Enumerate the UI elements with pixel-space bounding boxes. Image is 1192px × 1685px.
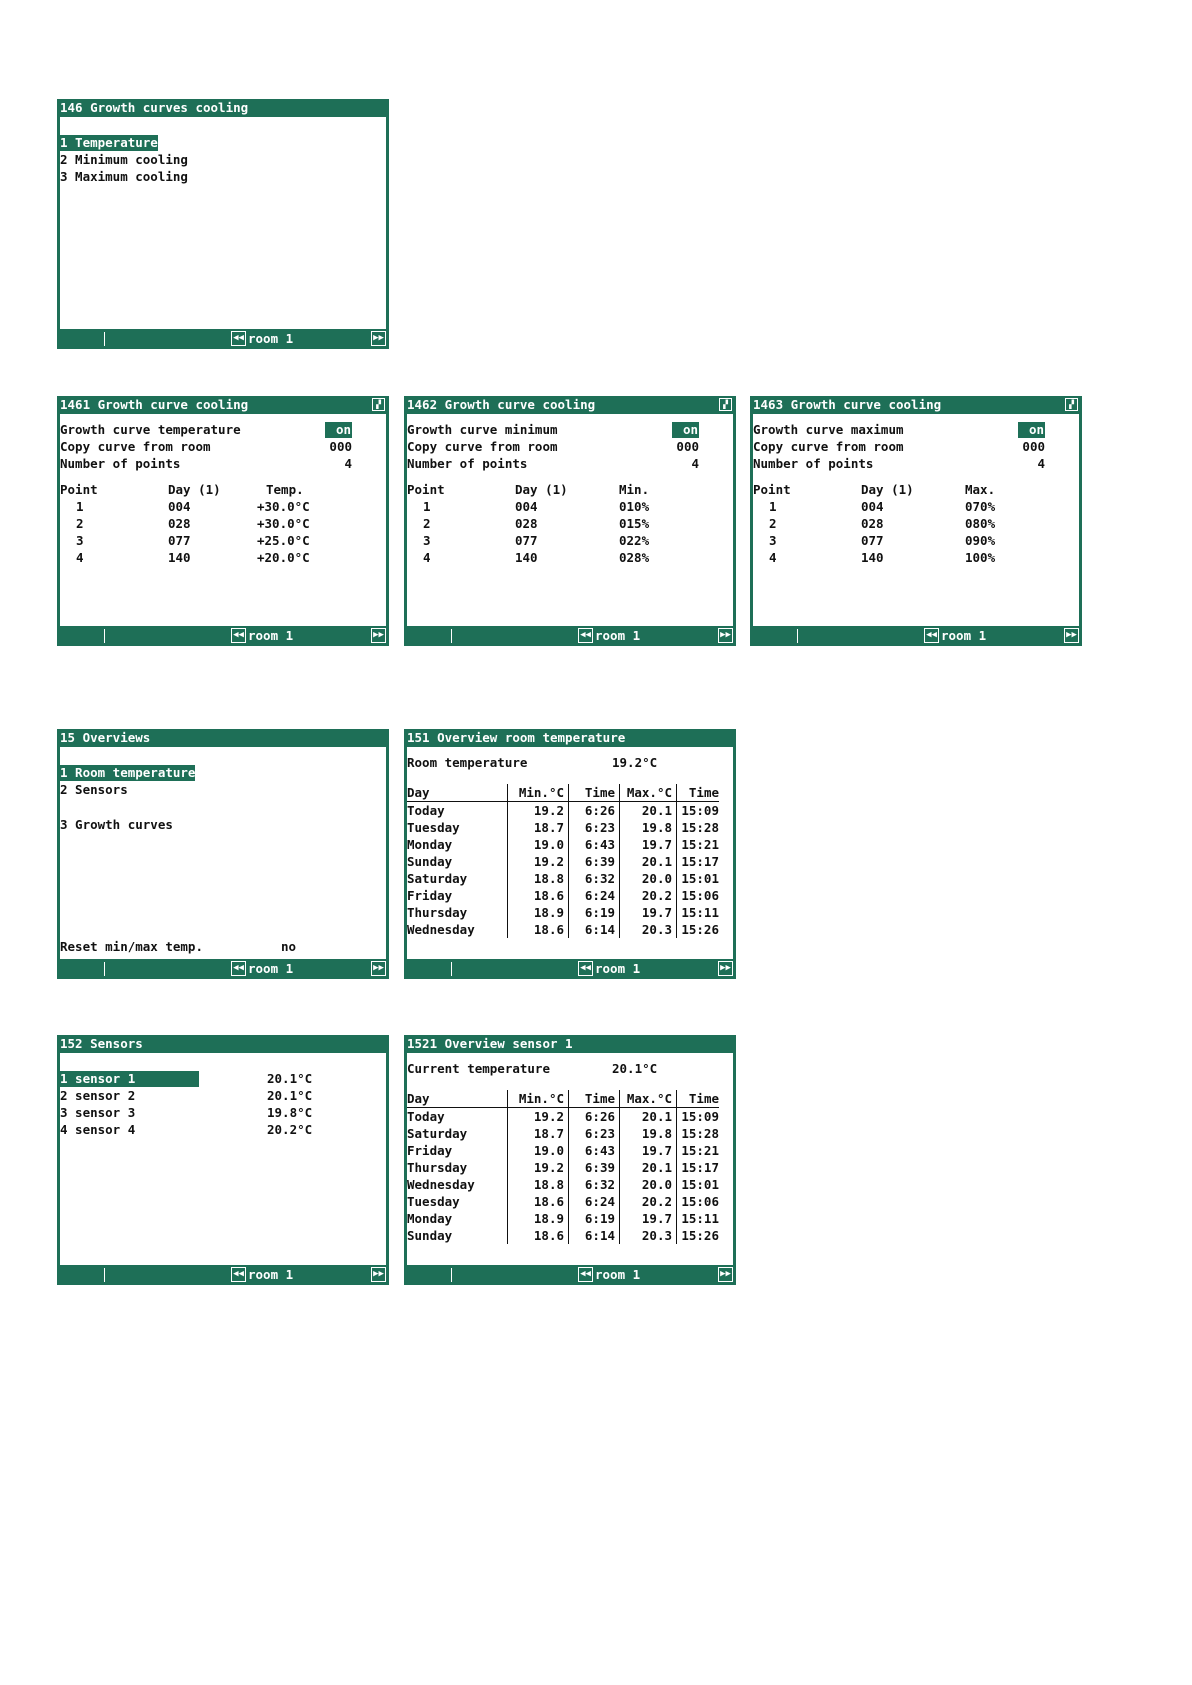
- point-day[interactable]: 140: [515, 550, 538, 565]
- panel-title: 1463 Growth curve cooling: [753, 397, 942, 412]
- room-label: room 1: [248, 628, 294, 643]
- cell-min: 19.2: [508, 853, 569, 870]
- footer-divider: [451, 962, 452, 976]
- panel-1463: [750, 396, 1082, 646]
- panel-footer: [404, 626, 736, 646]
- col-max-time: Time: [677, 1090, 720, 1108]
- point-value[interactable]: 010%: [619, 499, 650, 514]
- cell-max: 20.2: [620, 1193, 677, 1210]
- col-max: Max.°C: [620, 784, 677, 802]
- col-min-time: Time: [569, 1090, 620, 1108]
- copy-curve-value[interactable]: 000: [329, 439, 352, 454]
- point-value[interactable]: +25.0°C: [257, 533, 310, 548]
- footer-divider: [104, 962, 105, 976]
- fast-forward-icon[interactable]: ▶▶: [718, 628, 733, 643]
- room-label: room 1: [941, 628, 987, 643]
- cell-day: Tuesday: [407, 1194, 460, 1209]
- table-row: [407, 836, 719, 853]
- cell-min: 19.2: [508, 802, 569, 820]
- point-day[interactable]: 077: [861, 533, 884, 548]
- cell-max: 20.0: [620, 1176, 677, 1193]
- cell-day: Sunday: [407, 1228, 453, 1243]
- header-temp: Temp.: [266, 482, 304, 497]
- header-point: Point: [753, 482, 791, 497]
- cell-min: 18.9: [508, 904, 569, 921]
- table-row: [407, 1193, 719, 1210]
- menu-item-minimum-cooling[interactable]: 2 Minimum cooling: [60, 152, 188, 167]
- cell-min: 18.6: [508, 1193, 569, 1210]
- copy-curve-value[interactable]: 000: [676, 439, 699, 454]
- cell-max-time: 15:17: [677, 1159, 720, 1176]
- graph-icon[interactable]: ▞: [1065, 398, 1078, 411]
- cell-max-time: 15:21: [677, 836, 720, 853]
- cell-min-time: 6:26: [569, 802, 620, 820]
- fast-forward-icon[interactable]: ▶▶: [371, 628, 386, 643]
- footer-divider: [104, 629, 105, 643]
- table-row: [407, 1108, 719, 1126]
- cell-day: Tuesday: [407, 820, 460, 835]
- cell-max: 20.1: [620, 1108, 677, 1126]
- cell-min: 18.7: [508, 1125, 569, 1142]
- growth-curve-toggle[interactable]: on: [672, 422, 699, 438]
- number-of-points-value[interactable]: 4: [1037, 456, 1045, 471]
- cell-min-time: 6:32: [569, 1176, 620, 1193]
- cell-min: 18.6: [508, 1227, 569, 1244]
- cell-max: 20.2: [620, 887, 677, 904]
- sensor-value-4: 20.2°C: [267, 1122, 313, 1137]
- header-max: Max.: [965, 482, 996, 497]
- menu-item-room-temperature[interactable]: 1 Room temperature: [60, 765, 196, 780]
- rewind-icon[interactable]: ◀◀: [924, 628, 939, 643]
- growth-curve-label: Growth curve minimum: [407, 422, 558, 437]
- room-label: room 1: [595, 1267, 641, 1282]
- reset-minmax-label: Reset min/max temp.: [60, 939, 203, 954]
- cell-day: Friday: [407, 888, 453, 903]
- menu-item-growth-curves[interactable]: 3 Growth curves: [60, 817, 173, 832]
- col-day: Day: [407, 1090, 508, 1108]
- menu-item-temperature[interactable]: 1 Temperature: [60, 135, 158, 150]
- point-day[interactable]: 028: [861, 516, 884, 531]
- growth-curve-toggle[interactable]: on: [325, 422, 352, 438]
- cell-max-time: 15:21: [677, 1142, 720, 1159]
- number-of-points-label: Number of points: [753, 456, 874, 471]
- fast-forward-icon[interactable]: ▶▶: [718, 1267, 733, 1282]
- growth-curve-label: Growth curve maximum: [753, 422, 904, 437]
- cell-min-time: 6:32: [569, 870, 620, 887]
- cell-min-time: 6:19: [569, 1210, 620, 1227]
- panel-footer: [404, 959, 736, 979]
- sensor-value-1: 20.1°C: [267, 1071, 313, 1086]
- rewind-icon[interactable]: ◀◀: [231, 1267, 246, 1282]
- current-temp-value: 20.1°C: [612, 1061, 658, 1076]
- cell-min-time: 6:19: [569, 904, 620, 921]
- cell-min: 18.6: [508, 921, 569, 938]
- point-number: 4: [769, 550, 777, 565]
- current-temp-label: Current temperature: [407, 1061, 550, 1076]
- table-row: [407, 1176, 719, 1193]
- panel-footer: [57, 959, 389, 979]
- cell-min-time: 6:23: [569, 819, 620, 836]
- point-day[interactable]: 004: [168, 499, 191, 514]
- cell-min-time: 6:39: [569, 853, 620, 870]
- table-row: [407, 921, 719, 938]
- rewind-icon[interactable]: ◀◀: [231, 331, 246, 346]
- cell-day: Sunday: [407, 854, 453, 869]
- cell-min: 19.0: [508, 1142, 569, 1159]
- menu-item-sensors[interactable]: 2 Sensors: [60, 782, 128, 797]
- overview-table: [407, 1090, 719, 1244]
- point-number: 1: [769, 499, 777, 514]
- cell-min-time: 6:43: [569, 1142, 620, 1159]
- point-day[interactable]: 004: [861, 499, 884, 514]
- cell-max-time: 15:01: [677, 870, 720, 887]
- cell-day: Wednesday: [407, 922, 475, 937]
- cell-day: Saturday: [407, 1126, 468, 1141]
- cell-min-time: 6:39: [569, 1159, 620, 1176]
- cell-day: Today: [407, 803, 445, 818]
- sensor-item-2[interactable]: 2 sensor 2: [60, 1088, 136, 1103]
- cell-day: Today: [407, 1109, 445, 1124]
- header-point: Point: [407, 482, 445, 497]
- footer-divider: [104, 332, 105, 346]
- panel-content: [407, 1053, 733, 1265]
- point-value[interactable]: 100%: [965, 550, 996, 565]
- cell-day: Thursday: [407, 905, 468, 920]
- cell-max-time: 15:06: [677, 1193, 720, 1210]
- point-number: 1: [423, 499, 431, 514]
- panel-1462: [404, 396, 736, 646]
- cell-min: 18.7: [508, 819, 569, 836]
- rewind-icon[interactable]: ◀◀: [578, 1267, 593, 1282]
- cell-max-time: 15:28: [677, 1125, 720, 1142]
- point-number: 2: [423, 516, 431, 531]
- fast-forward-icon[interactable]: ▶▶: [718, 961, 733, 976]
- header-point: Point: [60, 482, 98, 497]
- point-value[interactable]: 070%: [965, 499, 996, 514]
- point-number: 4: [76, 550, 84, 565]
- panel-content: [60, 117, 386, 329]
- point-number: 1: [76, 499, 84, 514]
- sensor-item-3[interactable]: 3 sensor 3: [60, 1105, 136, 1120]
- point-number: 2: [76, 516, 84, 531]
- graph-icon[interactable]: ▞: [372, 398, 385, 411]
- point-day[interactable]: 028: [515, 516, 538, 531]
- footer-divider: [104, 1268, 105, 1282]
- table-row: [407, 1142, 719, 1159]
- growth-curve-label: Growth curve temperature: [60, 422, 241, 437]
- point-day[interactable]: 077: [168, 533, 191, 548]
- sensor-value-3: 19.8°C: [267, 1105, 313, 1120]
- col-min-time: Time: [569, 784, 620, 802]
- panel-content: [60, 1053, 386, 1265]
- panel-title: 1521 Overview sensor 1: [407, 1036, 573, 1051]
- cell-min: 19.2: [508, 1108, 569, 1126]
- col-min: Min.°C: [508, 784, 569, 802]
- header-min: Min.: [619, 482, 650, 497]
- panel-footer: [404, 1265, 736, 1285]
- point-value[interactable]: 090%: [965, 533, 996, 548]
- point-day[interactable]: 140: [168, 550, 191, 565]
- rewind-icon[interactable]: ◀◀: [231, 961, 246, 976]
- cell-min-time: 6:24: [569, 887, 620, 904]
- table-row: [407, 1125, 719, 1142]
- cell-min-time: 6:14: [569, 1227, 620, 1244]
- table-row: [407, 1210, 719, 1227]
- cell-max: 20.1: [620, 802, 677, 820]
- table-row: [407, 819, 719, 836]
- panel-footer: [750, 626, 1082, 646]
- panel-content: [407, 414, 733, 626]
- panel-title: 1461 Growth curve cooling: [60, 397, 249, 412]
- sensor-item-1[interactable]: 1 sensor 1: [60, 1071, 199, 1087]
- cell-max: 20.1: [620, 853, 677, 870]
- point-value[interactable]: 022%: [619, 533, 650, 548]
- point-number: 3: [76, 533, 84, 548]
- col-day: Day: [407, 784, 508, 802]
- cell-max-time: 15:28: [677, 819, 720, 836]
- room-label: room 1: [595, 628, 641, 643]
- panel-content: [753, 414, 1079, 626]
- panel-title: 146 Growth curves cooling: [60, 100, 249, 115]
- point-number: 2: [769, 516, 777, 531]
- cell-min: 18.6: [508, 887, 569, 904]
- rewind-icon[interactable]: ◀◀: [578, 628, 593, 643]
- point-value[interactable]: 015%: [619, 516, 650, 531]
- table-row: [407, 904, 719, 921]
- growth-curve-toggle[interactable]: on: [1018, 422, 1045, 438]
- col-min: Min.°C: [508, 1090, 569, 1108]
- copy-curve-label: Copy curve from room: [753, 439, 904, 454]
- panel-footer: [57, 329, 389, 349]
- cell-day: Monday: [407, 1211, 453, 1226]
- cell-max: 19.7: [620, 904, 677, 921]
- panel-152: [57, 1035, 389, 1285]
- table-row: [407, 887, 719, 904]
- cell-day: Saturday: [407, 871, 468, 886]
- panel-title: 152 Sensors: [60, 1036, 143, 1051]
- fast-forward-icon[interactable]: ▶▶: [371, 961, 386, 976]
- cell-min-time: 6:24: [569, 1193, 620, 1210]
- cell-min-time: 6:23: [569, 1125, 620, 1142]
- cell-min-time: 6:26: [569, 1108, 620, 1126]
- fast-forward-icon[interactable]: ▶▶: [371, 331, 386, 346]
- room-label: room 1: [248, 961, 294, 976]
- footer-divider: [451, 629, 452, 643]
- menu-item-maximum-cooling[interactable]: 3 Maximum cooling: [60, 169, 188, 184]
- number-of-points-value[interactable]: 4: [344, 456, 352, 471]
- cell-max: 20.0: [620, 870, 677, 887]
- current-temp-label: Room temperature: [407, 755, 528, 770]
- fast-forward-icon[interactable]: ▶▶: [371, 1267, 386, 1282]
- number-of-points-label: Number of points: [407, 456, 528, 471]
- cell-max-time: 15:26: [677, 921, 720, 938]
- point-number: 3: [769, 533, 777, 548]
- cell-day: Friday: [407, 1143, 453, 1158]
- cell-max-time: 15:09: [677, 802, 720, 820]
- cell-min: 18.9: [508, 1210, 569, 1227]
- panel-content: [60, 414, 386, 626]
- room-label: room 1: [248, 331, 294, 346]
- cell-min: 18.8: [508, 870, 569, 887]
- point-day[interactable]: 140: [861, 550, 884, 565]
- cell-day: Wednesday: [407, 1177, 475, 1192]
- panel-1461: [57, 396, 389, 646]
- point-number: 3: [423, 533, 431, 548]
- point-day[interactable]: 004: [515, 499, 538, 514]
- point-value[interactable]: +20.0°C: [257, 550, 310, 565]
- cell-max-time: 15:01: [677, 1176, 720, 1193]
- copy-curve-label: Copy curve from room: [407, 439, 558, 454]
- sensor-value-2: 20.1°C: [267, 1088, 313, 1103]
- panel-title: 1462 Growth curve cooling: [407, 397, 596, 412]
- overview-table: [407, 784, 719, 938]
- col-max: Max.°C: [620, 1090, 677, 1108]
- table-header-row: [407, 1090, 719, 1108]
- header-day: Day (1): [861, 482, 914, 497]
- cell-max: 19.8: [620, 1125, 677, 1142]
- cell-max: 20.3: [620, 921, 677, 938]
- cell-max: 20.3: [620, 1227, 677, 1244]
- footer-divider: [797, 629, 798, 643]
- rewind-icon[interactable]: ◀◀: [231, 628, 246, 643]
- table-row: [407, 853, 719, 870]
- copy-curve-label: Copy curve from room: [60, 439, 211, 454]
- panel-146: [57, 99, 389, 349]
- cell-max: 19.7: [620, 1210, 677, 1227]
- cell-min-time: 6:14: [569, 921, 620, 938]
- cell-min: 18.8: [508, 1176, 569, 1193]
- room-label: room 1: [248, 1267, 294, 1282]
- col-max-time: Time: [677, 784, 720, 802]
- cell-max-time: 15:17: [677, 853, 720, 870]
- point-value[interactable]: +30.0°C: [257, 499, 310, 514]
- panel-content: [60, 747, 386, 959]
- panel-title: 15 Overviews: [60, 730, 151, 745]
- cell-max: 19.7: [620, 836, 677, 853]
- panel-title: 151 Overview room temperature: [407, 730, 626, 745]
- table-row: [407, 1227, 719, 1244]
- footer-divider: [451, 1268, 452, 1282]
- room-label: room 1: [595, 961, 641, 976]
- panel-content: [407, 747, 733, 959]
- cell-max-time: 15:09: [677, 1108, 720, 1126]
- cell-max-time: 15:11: [677, 904, 720, 921]
- cell-max-time: 15:11: [677, 1210, 720, 1227]
- point-value[interactable]: 080%: [965, 516, 996, 531]
- rewind-icon[interactable]: ◀◀: [578, 961, 593, 976]
- reset-minmax-value[interactable]: no: [281, 939, 297, 954]
- graph-icon[interactable]: ▞: [719, 398, 732, 411]
- table-row: [407, 1159, 719, 1176]
- copy-curve-value[interactable]: 000: [1022, 439, 1045, 454]
- number-of-points-label: Number of points: [60, 456, 181, 471]
- sensor-item-4[interactable]: 4 sensor 4: [60, 1122, 136, 1137]
- panel-footer: [57, 626, 389, 646]
- point-value[interactable]: 028%: [619, 550, 650, 565]
- cell-min: 19.2: [508, 1159, 569, 1176]
- point-day[interactable]: 028: [168, 516, 191, 531]
- fast-forward-icon[interactable]: ▶▶: [1064, 628, 1079, 643]
- table-row: [407, 802, 719, 820]
- cell-min: 19.0: [508, 836, 569, 853]
- panel-1521: [404, 1035, 736, 1285]
- header-day: Day (1): [515, 482, 568, 497]
- current-temp-value: 19.2°C: [612, 755, 658, 770]
- table-header-row: [407, 784, 719, 802]
- point-day[interactable]: 077: [515, 533, 538, 548]
- cell-max: 19.8: [620, 819, 677, 836]
- cell-min-time: 6:43: [569, 836, 620, 853]
- point-number: 4: [423, 550, 431, 565]
- cell-day: Monday: [407, 837, 453, 852]
- number-of-points-value[interactable]: 4: [691, 456, 699, 471]
- panel-151: [404, 729, 736, 979]
- cell-max-time: 15:26: [677, 1227, 720, 1244]
- cell-day: Thursday: [407, 1160, 468, 1175]
- panel-footer: [57, 1265, 389, 1285]
- point-value[interactable]: +30.0°C: [257, 516, 310, 531]
- panel-15: [57, 729, 389, 979]
- cell-max: 20.1: [620, 1159, 677, 1176]
- header-day: Day (1): [168, 482, 221, 497]
- cell-max-time: 15:06: [677, 887, 720, 904]
- cell-max: 19.7: [620, 1142, 677, 1159]
- table-row: [407, 870, 719, 887]
